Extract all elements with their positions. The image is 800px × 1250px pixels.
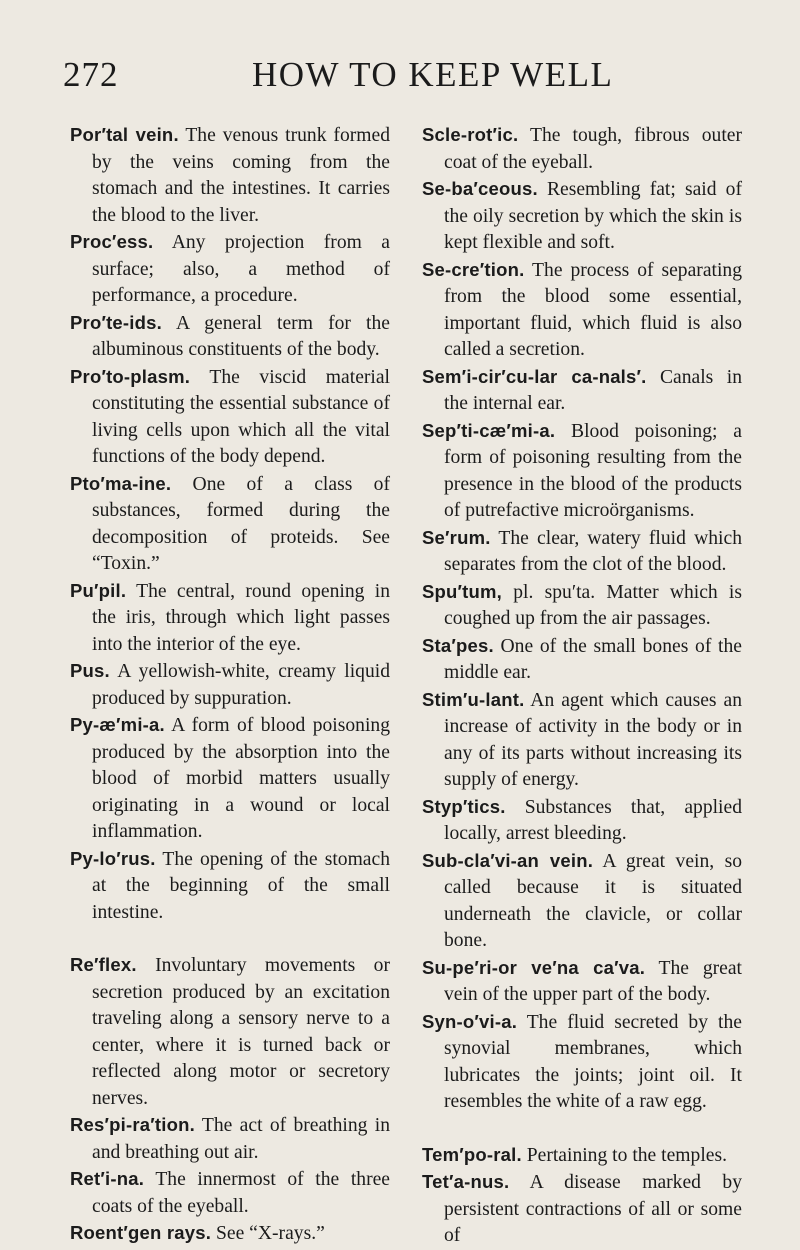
entry-definition: The viscid material constituting the essential substance of living cells upon which all the vital functions of the body depend.: [92, 366, 390, 467]
entry-definition: The tough, fibrous outer coat of the eyeball.: [444, 125, 742, 173]
running-head: HOW TO KEEP WELL: [252, 55, 614, 94]
entry-definition: Substances that, applied locally, arrest bleeding.: [444, 796, 742, 844]
entry-definition: Resembling fat; said of the oily secretion by which the skin is kept flexible and soft.: [444, 179, 742, 253]
entry-term: Py-lo′rus.: [70, 847, 156, 869]
entry-term: Tem′po-ral.: [422, 1143, 522, 1165]
entry-term: Ret′i-na.: [70, 1168, 145, 1189]
entry-definition: Canals in the internal ear.: [444, 366, 742, 414]
glossary-entry: [70, 658, 390, 712]
page-header: [0, 55, 800, 105]
glossary-entry: [422, 955, 742, 1009]
entry-definition: Blood poisoning; a form of poisoning resulting from the presence in the blood of the products of putrefactive microörganisms.: [444, 420, 742, 521]
entry-term: Res′pi-ra′tion.: [70, 1114, 195, 1135]
glossary-entry: [422, 418, 742, 525]
glossary-entry: [70, 952, 390, 1112]
glossary-entry: [70, 1166, 390, 1220]
entry-term: Sub-cla′vi-an vein.: [422, 849, 594, 871]
entry-definition: The venous trunk formed by the veins coming from the stomach and the intestines. It carries the blood to the liver.: [92, 125, 390, 226]
entry-definition: See “X-rays.”: [211, 1223, 325, 1244]
entry-term: Por′tal vein.: [70, 124, 179, 145]
entry-term: Sep′ti-cæ′mi-a.: [422, 419, 556, 441]
entry-definition: A general term for the albuminous constituents of the body.: [92, 312, 390, 360]
entry-term: Pro′to-plasm.: [70, 365, 191, 387]
glossary-entry: [422, 1009, 742, 1116]
entry-definition: pl. spu′ta. Matter which is coughed up from the air passages.: [444, 581, 742, 629]
entry-term: Stim′u-lant.: [422, 688, 525, 710]
glossary-entry: [70, 122, 390, 229]
entry-definition: Involuntary movements or secretion produced by an excitation traveling along a sensory nerve to a center, where it is turned back or reflected along motor or secretory nerves.: [92, 955, 390, 1109]
entry-term: Roent′gen rays.: [70, 1222, 212, 1243]
glossary-entry: [70, 1112, 390, 1166]
entry-term: Proc′ess.: [70, 231, 154, 252]
entry-definition: A disease marked by persistent contractions of all or some of: [444, 1172, 742, 1246]
glossary-entry: [422, 579, 742, 633]
glossary-entry: [422, 794, 742, 848]
right-column: [422, 122, 742, 1250]
page-number: 272: [63, 55, 119, 94]
glossary-entry: [422, 364, 742, 418]
entry-definition: The clear, watery fluid which separates from the clot of the blood.: [444, 527, 742, 575]
glossary-entry: [422, 848, 742, 955]
entry-definition: A form of blood poisoning produced by the absorption into the blood of morbid matters usually originating in a wound or local inflammation.: [92, 715, 390, 842]
entry-definition: A yellowish-white, creamy liquid produced by suppuration.: [92, 661, 390, 709]
glossary-entry: [70, 578, 390, 659]
entry-term: Py-æ′mi-a.: [70, 714, 165, 735]
entry-definition: An agent which causes an increase of activity in the body or in any of its parts without increasing its supply of energy.: [444, 689, 742, 790]
entry-term: Sem′i-cir′cu-lar ca-nals′.: [422, 365, 647, 387]
entry-term: Pro′te-ids.: [70, 311, 162, 333]
entry-definition: The act of breathing in and breathing out air.: [92, 1115, 390, 1163]
entry-term: Pto′ma-ine.: [70, 472, 172, 494]
entry-definition: One of the small bones of the middle ear.: [444, 635, 742, 683]
entry-term: Tet′a-nus.: [422, 1171, 510, 1192]
entry-term: Re′flex.: [70, 954, 137, 975]
glossary-entry: [70, 1220, 390, 1248]
glossary-entry: [422, 176, 742, 257]
glossary-entry: [422, 257, 742, 364]
glossary-entry: [70, 364, 390, 471]
entry-term: Scle-rot′ic.: [422, 124, 519, 145]
glossary-entry: [70, 712, 390, 846]
entry-term: Sta′pes.: [422, 634, 494, 656]
glossary-entry: [70, 310, 390, 364]
entry-term: Se-ba′ceous.: [422, 178, 538, 199]
glossary-entry: [70, 471, 390, 578]
entry-term: Styp′tics.: [422, 795, 506, 817]
glossary-entry: [422, 1142, 742, 1170]
entry-term: Spu′tum,: [422, 580, 503, 602]
entry-term: Su-pe′ri-or ve′na ca′va.: [422, 956, 646, 978]
entry-definition: The opening of the stomach at the beginning of the small intestine.: [92, 848, 390, 923]
glossary-entry: [422, 525, 742, 579]
entry-term: Se-cre′tion.: [422, 258, 525, 280]
entry-term: Se′rum.: [422, 526, 491, 548]
glossary-entry: [422, 122, 742, 176]
entry-term: Pus.: [70, 660, 110, 681]
entry-definition: One of a class of substances, formed during the decomposition of proteids. See “Toxin.”: [92, 473, 390, 574]
entry-definition: A great vein, so called because it is situated underneath the clavicle, or collar bone.: [444, 850, 743, 951]
glossary-entry: [70, 229, 390, 310]
entry-definition: The process of separating from the blood some essential, important fluid, which fluid is also called a secretion.: [444, 259, 742, 360]
entry-definition: The fluid secreted by the synovial membranes, which lubricates the joints; joint oil. It resembles the white of a raw egg.: [444, 1011, 742, 1112]
entry-term: Pu′pil.: [70, 579, 127, 601]
glossary-entry: [422, 1169, 742, 1250]
glossary-entry: [422, 687, 742, 794]
left-column: [70, 122, 390, 1248]
glossary-entry: [422, 633, 742, 687]
entry-term: Syn-o′vi-a.: [422, 1010, 518, 1032]
entry-definition: Pertaining to the temples.: [521, 1144, 727, 1166]
entry-definition: Any projection from a surface; also, a method of performance, a procedure.: [92, 232, 390, 306]
entry-definition: The central, round opening in the iris, through which light passes into the interior of the eye.: [92, 580, 390, 655]
entry-definition: The innermost of the three coats of the eyeball.: [92, 1169, 390, 1217]
entry-definition: The great vein of the upper part of the body.: [444, 957, 742, 1005]
glossary-entry: [70, 846, 390, 927]
